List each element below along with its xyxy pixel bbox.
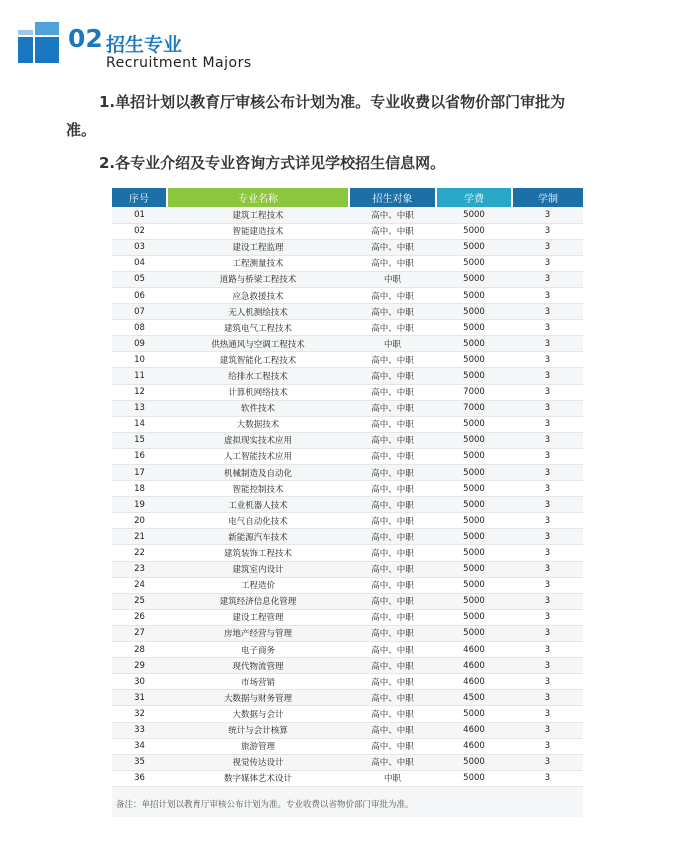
cell-tuition: 7000 bbox=[436, 384, 512, 400]
cell-tuition: 5000 bbox=[436, 577, 512, 593]
cell-tuition: 5000 bbox=[436, 593, 512, 609]
table-row bbox=[112, 336, 583, 352]
column-header-duration: 学制 bbox=[512, 188, 583, 207]
cell-duration: 3 bbox=[512, 674, 583, 690]
cell-major-name: 建设工程管理 bbox=[167, 609, 349, 625]
cell-target: 高中、中职 bbox=[349, 481, 436, 497]
cell-target: 高中、中职 bbox=[349, 690, 436, 706]
table-row bbox=[112, 706, 583, 722]
cell-tuition: 4600 bbox=[436, 674, 512, 690]
table-row bbox=[112, 368, 583, 384]
cell-major-name: 数字媒体艺术设计 bbox=[167, 770, 349, 786]
table-row bbox=[112, 320, 583, 336]
cell-tuition: 5000 bbox=[436, 545, 512, 561]
cell-tuition: 5000 bbox=[436, 513, 512, 529]
cell-duration: 3 bbox=[512, 738, 583, 754]
cell-tuition: 4600 bbox=[436, 642, 512, 658]
majors-table-container bbox=[112, 188, 583, 787]
table-row bbox=[112, 722, 583, 738]
cell-tuition: 5000 bbox=[436, 336, 512, 352]
cell-duration: 3 bbox=[512, 287, 583, 303]
cell-tuition: 5000 bbox=[436, 287, 512, 303]
cell-target: 高中、中职 bbox=[349, 352, 436, 368]
cell-target: 高中、中职 bbox=[349, 513, 436, 529]
table-row bbox=[112, 625, 583, 641]
cell-major-name: 大数据与会计 bbox=[167, 706, 349, 722]
cell-tuition: 5000 bbox=[436, 754, 512, 770]
cell-duration: 3 bbox=[512, 529, 583, 545]
cell-major-name: 智能控制技术 bbox=[167, 481, 349, 497]
cell-target: 高中、中职 bbox=[349, 497, 436, 513]
cell-index: 06 bbox=[112, 287, 167, 303]
table-row bbox=[112, 255, 583, 271]
cell-major-name: 建筑经济信息化管理 bbox=[167, 593, 349, 609]
column-header-major: 专业名称 bbox=[167, 188, 349, 207]
cell-tuition: 5000 bbox=[436, 352, 512, 368]
cell-target: 高中、中职 bbox=[349, 545, 436, 561]
table-row bbox=[112, 754, 583, 770]
cell-index: 18 bbox=[112, 481, 167, 497]
cell-index: 09 bbox=[112, 336, 167, 352]
paragraph-1-line-1: 1.单招计划以教育厅审核公布计划为准。专业收费以省物价部门审批为 bbox=[99, 93, 566, 111]
cell-tuition: 7000 bbox=[436, 400, 512, 416]
cell-duration: 3 bbox=[512, 432, 583, 448]
cell-index: 29 bbox=[112, 658, 167, 674]
cell-target: 高中、中职 bbox=[349, 432, 436, 448]
cell-major-name: 给排水工程技术 bbox=[167, 368, 349, 384]
cell-major-name: 现代物流管理 bbox=[167, 658, 349, 674]
cell-major-name: 机械制造及自动化 bbox=[167, 465, 349, 481]
cell-tuition: 5000 bbox=[436, 223, 512, 239]
cell-tuition: 5000 bbox=[436, 465, 512, 481]
cell-target: 高中、中职 bbox=[349, 577, 436, 593]
cell-major-name: 房地产经营与管理 bbox=[167, 625, 349, 641]
paragraph-2: 2.各专业介绍及专业咨询方式详见学校招生信息网。 bbox=[99, 154, 446, 172]
section-header bbox=[18, 22, 338, 70]
cell-major-name: 市场营销 bbox=[167, 674, 349, 690]
cell-target: 高中、中职 bbox=[349, 529, 436, 545]
table-header-row bbox=[112, 188, 583, 207]
cell-tuition: 5000 bbox=[436, 416, 512, 432]
cell-target: 高中、中职 bbox=[349, 674, 436, 690]
section-number: 02 bbox=[68, 24, 103, 53]
cell-index: 36 bbox=[112, 770, 167, 786]
cell-major-name: 大数据技术 bbox=[167, 416, 349, 432]
cell-target: 高中、中职 bbox=[349, 416, 436, 432]
cell-duration: 3 bbox=[512, 400, 583, 416]
cell-tuition: 4500 bbox=[436, 690, 512, 706]
table-row bbox=[112, 770, 583, 786]
cell-duration: 3 bbox=[512, 271, 583, 287]
cell-target: 高中、中职 bbox=[349, 448, 436, 464]
cell-major-name: 工业机器人技术 bbox=[167, 497, 349, 513]
cell-target: 高中、中职 bbox=[349, 384, 436, 400]
cell-target: 高中、中职 bbox=[349, 368, 436, 384]
cell-duration: 3 bbox=[512, 368, 583, 384]
cell-major-name: 软件技术 bbox=[167, 400, 349, 416]
cell-tuition: 4600 bbox=[436, 658, 512, 674]
table-row bbox=[112, 271, 583, 287]
cell-target: 高中、中职 bbox=[349, 738, 436, 754]
table-row bbox=[112, 384, 583, 400]
cell-index: 03 bbox=[112, 239, 167, 255]
footnote: 备注：单招计划以教育厅审核公布计划为准。专业收费以省物价部门审批为准。 bbox=[112, 787, 583, 817]
paragraph-1-line-2: 准。 bbox=[66, 121, 97, 139]
cell-tuition: 5000 bbox=[436, 320, 512, 336]
cell-tuition: 5000 bbox=[436, 481, 512, 497]
cell-major-name: 新能源汽车技术 bbox=[167, 529, 349, 545]
cell-major-name: 计算机网络技术 bbox=[167, 384, 349, 400]
cell-index: 11 bbox=[112, 368, 167, 384]
cell-duration: 3 bbox=[512, 722, 583, 738]
cell-tuition: 5000 bbox=[436, 207, 512, 223]
cell-major-name: 工程测量技术 bbox=[167, 255, 349, 271]
cell-index: 08 bbox=[112, 320, 167, 336]
table-row bbox=[112, 400, 583, 416]
cell-tuition: 5000 bbox=[436, 255, 512, 271]
cell-duration: 3 bbox=[512, 545, 583, 561]
cell-major-name: 旅游管理 bbox=[167, 738, 349, 754]
cell-tuition: 5000 bbox=[436, 770, 512, 786]
cell-index: 33 bbox=[112, 722, 167, 738]
cell-major-name: 应急救援技术 bbox=[167, 287, 349, 303]
cell-target: 中职 bbox=[349, 770, 436, 786]
cell-major-name: 视觉传达设计 bbox=[167, 754, 349, 770]
cell-target: 高中、中职 bbox=[349, 287, 436, 303]
cell-duration: 3 bbox=[512, 255, 583, 271]
cell-index: 31 bbox=[112, 690, 167, 706]
cell-tuition: 5000 bbox=[436, 497, 512, 513]
cell-duration: 3 bbox=[512, 770, 583, 786]
cell-duration: 3 bbox=[512, 304, 583, 320]
cell-major-name: 智能建造技术 bbox=[167, 223, 349, 239]
table-row bbox=[112, 465, 583, 481]
cell-major-name: 建筑室内设计 bbox=[167, 561, 349, 577]
cell-index: 34 bbox=[112, 738, 167, 754]
cell-tuition: 5000 bbox=[436, 448, 512, 464]
cell-duration: 3 bbox=[512, 481, 583, 497]
cell-major-name: 大数据与财务管理 bbox=[167, 690, 349, 706]
cell-major-name: 人工智能技术应用 bbox=[167, 448, 349, 464]
cell-target: 中职 bbox=[349, 271, 436, 287]
section-title: 招生专业 bbox=[106, 34, 183, 56]
cell-index: 26 bbox=[112, 609, 167, 625]
cell-index: 15 bbox=[112, 432, 167, 448]
cell-major-name: 道路与桥梁工程技术 bbox=[167, 271, 349, 287]
cell-tuition: 4600 bbox=[436, 738, 512, 754]
column-header-index: 序号 bbox=[112, 188, 167, 207]
cell-major-name: 电气自动化技术 bbox=[167, 513, 349, 529]
cell-index: 10 bbox=[112, 352, 167, 368]
cell-major-name: 虚拟现实技术应用 bbox=[167, 432, 349, 448]
cell-duration: 3 bbox=[512, 754, 583, 770]
cell-target: 高中、中职 bbox=[349, 207, 436, 223]
cell-tuition: 5000 bbox=[436, 609, 512, 625]
cell-tuition: 5000 bbox=[436, 561, 512, 577]
table-row bbox=[112, 481, 583, 497]
table-row bbox=[112, 432, 583, 448]
cell-target: 高中、中职 bbox=[349, 754, 436, 770]
column-header-target: 招生对象 bbox=[349, 188, 436, 207]
cell-duration: 3 bbox=[512, 690, 583, 706]
table-row bbox=[112, 658, 583, 674]
table-row bbox=[112, 304, 583, 320]
cell-major-name: 供热通风与空调工程技术 bbox=[167, 336, 349, 352]
table-row bbox=[112, 352, 583, 368]
cell-major-name: 工程造价 bbox=[167, 577, 349, 593]
table-row bbox=[112, 529, 583, 545]
cell-duration: 3 bbox=[512, 320, 583, 336]
cell-major-name: 建筑智能化工程技术 bbox=[167, 352, 349, 368]
cell-duration: 3 bbox=[512, 561, 583, 577]
table-row bbox=[112, 207, 583, 223]
cell-target: 高中、中职 bbox=[349, 239, 436, 255]
cell-index: 24 bbox=[112, 577, 167, 593]
table-row bbox=[112, 497, 583, 513]
cell-tuition: 5000 bbox=[436, 706, 512, 722]
table-row bbox=[112, 287, 583, 303]
cell-index: 30 bbox=[112, 674, 167, 690]
cell-index: 28 bbox=[112, 642, 167, 658]
cell-duration: 3 bbox=[512, 352, 583, 368]
cell-index: 16 bbox=[112, 448, 167, 464]
cell-target: 高中、中职 bbox=[349, 320, 436, 336]
cell-target: 高中、中职 bbox=[349, 642, 436, 658]
cell-target: 高中、中职 bbox=[349, 706, 436, 722]
cell-target: 高中、中职 bbox=[349, 223, 436, 239]
cell-index: 19 bbox=[112, 497, 167, 513]
cell-index: 27 bbox=[112, 625, 167, 641]
cell-index: 35 bbox=[112, 754, 167, 770]
cell-index: 07 bbox=[112, 304, 167, 320]
cell-index: 21 bbox=[112, 529, 167, 545]
cell-index: 05 bbox=[112, 271, 167, 287]
cell-tuition: 5000 bbox=[436, 368, 512, 384]
cell-major-name: 建筑装饰工程技术 bbox=[167, 545, 349, 561]
cell-index: 04 bbox=[112, 255, 167, 271]
table-row bbox=[112, 448, 583, 464]
cell-target: 高中、中职 bbox=[349, 304, 436, 320]
cell-tuition: 5000 bbox=[436, 304, 512, 320]
table-row bbox=[112, 545, 583, 561]
cell-duration: 3 bbox=[512, 384, 583, 400]
table-row bbox=[112, 738, 583, 754]
table-row bbox=[112, 690, 583, 706]
cell-index: 20 bbox=[112, 513, 167, 529]
table-row bbox=[112, 609, 583, 625]
cell-duration: 3 bbox=[512, 642, 583, 658]
cell-target: 高中、中职 bbox=[349, 593, 436, 609]
cell-tuition: 5000 bbox=[436, 529, 512, 545]
section-logo-icon bbox=[18, 22, 60, 64]
table-row bbox=[112, 223, 583, 239]
cell-tuition: 4600 bbox=[436, 722, 512, 738]
cell-target: 高中、中职 bbox=[349, 658, 436, 674]
section-subtitle: Recruitment Majors bbox=[106, 55, 252, 71]
cell-index: 25 bbox=[112, 593, 167, 609]
cell-duration: 3 bbox=[512, 513, 583, 529]
table-row bbox=[112, 642, 583, 658]
cell-major-name: 无人机测绘技术 bbox=[167, 304, 349, 320]
table-row bbox=[112, 239, 583, 255]
cell-duration: 3 bbox=[512, 593, 583, 609]
table-row bbox=[112, 416, 583, 432]
table-row bbox=[112, 674, 583, 690]
cell-index: 12 bbox=[112, 384, 167, 400]
cell-index: 13 bbox=[112, 400, 167, 416]
column-header-tuition: 学费 bbox=[436, 188, 512, 207]
cell-target: 高中、中职 bbox=[349, 561, 436, 577]
cell-index: 32 bbox=[112, 706, 167, 722]
cell-duration: 3 bbox=[512, 465, 583, 481]
cell-major-name: 统计与会计核算 bbox=[167, 722, 349, 738]
cell-target: 高中、中职 bbox=[349, 400, 436, 416]
cell-duration: 3 bbox=[512, 223, 583, 239]
cell-target: 高中、中职 bbox=[349, 255, 436, 271]
cell-major-name: 电子商务 bbox=[167, 642, 349, 658]
cell-duration: 3 bbox=[512, 416, 583, 432]
majors-table bbox=[112, 188, 583, 787]
cell-target: 高中、中职 bbox=[349, 625, 436, 641]
cell-major-name: 建设工程监理 bbox=[167, 239, 349, 255]
cell-duration: 3 bbox=[512, 448, 583, 464]
cell-target: 高中、中职 bbox=[349, 609, 436, 625]
cell-tuition: 5000 bbox=[436, 239, 512, 255]
cell-major-name: 建筑电气工程技术 bbox=[167, 320, 349, 336]
cell-duration: 3 bbox=[512, 577, 583, 593]
cell-tuition: 5000 bbox=[436, 432, 512, 448]
cell-index: 14 bbox=[112, 416, 167, 432]
cell-duration: 3 bbox=[512, 497, 583, 513]
table-row bbox=[112, 577, 583, 593]
cell-index: 17 bbox=[112, 465, 167, 481]
cell-duration: 3 bbox=[512, 706, 583, 722]
cell-index: 23 bbox=[112, 561, 167, 577]
cell-major-name: 建筑工程技术 bbox=[167, 207, 349, 223]
cell-index: 02 bbox=[112, 223, 167, 239]
cell-index: 01 bbox=[112, 207, 167, 223]
cell-target: 高中、中职 bbox=[349, 465, 436, 481]
cell-index: 22 bbox=[112, 545, 167, 561]
cell-tuition: 5000 bbox=[436, 625, 512, 641]
table-row bbox=[112, 593, 583, 609]
cell-duration: 3 bbox=[512, 336, 583, 352]
cell-duration: 3 bbox=[512, 609, 583, 625]
cell-duration: 3 bbox=[512, 625, 583, 641]
table-body bbox=[112, 207, 583, 786]
table-row bbox=[112, 513, 583, 529]
cell-duration: 3 bbox=[512, 207, 583, 223]
table-row bbox=[112, 561, 583, 577]
cell-target: 中职 bbox=[349, 336, 436, 352]
cell-duration: 3 bbox=[512, 239, 583, 255]
cell-tuition: 5000 bbox=[436, 271, 512, 287]
cell-duration: 3 bbox=[512, 658, 583, 674]
cell-target: 高中、中职 bbox=[349, 722, 436, 738]
